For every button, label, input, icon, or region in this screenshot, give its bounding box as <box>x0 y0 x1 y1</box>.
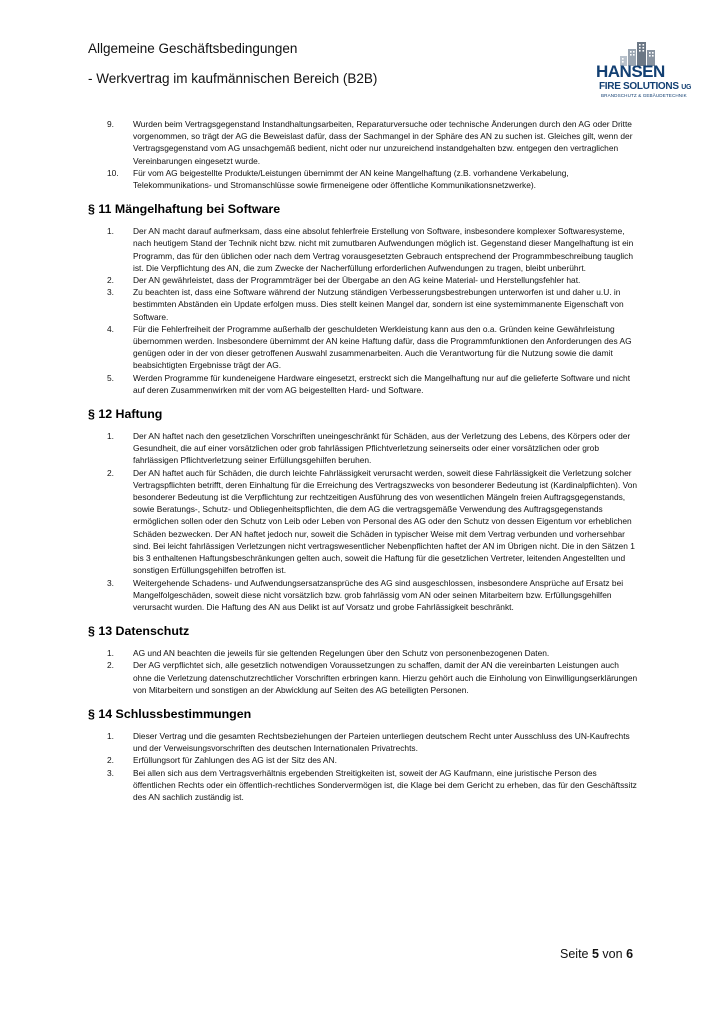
list-item-number: 9. <box>107 119 114 129</box>
list-item <box>88 659 638 696</box>
list-item <box>88 323 638 372</box>
section-list <box>88 225 638 396</box>
list-item-number: 3. <box>107 577 114 588</box>
list-item <box>88 730 638 754</box>
list-item <box>88 577 638 614</box>
section-list <box>88 730 638 803</box>
list-item-number: 1. <box>107 648 114 659</box>
list-item <box>88 467 638 577</box>
list-item <box>88 274 638 286</box>
list-item <box>88 372 638 396</box>
document-body <box>88 118 638 803</box>
list-item-text: Für vom AG beigestellte Produkte/Leistungen übernimmt der AN keine Mangelhaftung (z.B. vorhandene Verkabelung, Telekommunikations- und Stromanschlüsse sowie firmeneigene oder öffentliche Kommunikationsnetzwerke). <box>133 167 569 191</box>
list-item-text: Wurden beim Vertragsgegenstand Instandhaltungsarbeiten, Reparaturversuche oder technische Änderungen durch den AG oder Dritte vorgenommen, so trägt der AG die Beweislast dafür, dass der Sachmangel in der Sphäre des AN zu suchen ist. Gleiches gilt, wenn der Vertragsgegenstand vom AG unsachgemäß bedient, nicht oder nur unzureichend instandgehalten bzw. entgegen den vertraglichen Vereinbarungen eingesetzt wurde. <box>133 119 633 166</box>
list-item <box>88 430 638 467</box>
list-item-text: AG und AN beachten die jeweils für sie geltenden Regelungen über den Schutz von personenbezogenen Daten. <box>133 648 550 659</box>
list-item-number: 4. <box>107 323 114 334</box>
list-item-number: 1. <box>107 431 114 442</box>
list-item <box>88 167 638 191</box>
list-item-text: Werden Programme für kundeneigene Hardware eingesetzt, erstreckt sich die Mangelhaftung nur auf die gelieferte Software und nicht auf deren Zusammenwirken mit der vom AG beigestellten Hard- und Software. <box>133 372 631 395</box>
section-list <box>88 430 638 613</box>
list-item-number: 1. <box>107 730 114 741</box>
list-item-text: Für die Fehlerfreiheit der Programme außerhalb der geschuldeten Werkleistung kann aus den o.a. Gründen keine Gewährleistung übernommen werden. Insbesondere übernimmt der AN keine Haftung dafür, dass die Programmfunktionen den Anforderungen des AG genügen oder in der von dieser getroffenen Auswahl zusammenarbeiten. Auch die Verantwortung für die Nutzung sowie die damit beabsichtigten Ergebnisse trägt der AG. <box>133 323 632 371</box>
intro-list <box>88 118 638 191</box>
list-item-text: Dieser Vertrag und die gesamten Rechtsbeziehungen der Parteien unterliegen deutschem Recht unter Ausschluss des UN-Kaufrechts und der Verweisungsvorschriften des deutschen Internationalen Privatrechts. <box>133 730 630 754</box>
section-heading: § 11 Mängelhaftung bei Software <box>88 202 281 217</box>
list-item-number: 3. <box>107 287 114 298</box>
list-item-text: Der AG verpflichtet sich, alle gesetzlich notwendigen Voraussetzungen zu schaffen, damit der AN die vereinbarten Leistungen auch ohne die Verletzung datenschutzrechtlicher Vorschriften erbringen kann. Hierzu gehört auch die Einholung von Einwilligungserklärungen von Mitarbeitern und sonstigen an der Abwicklung auf Seiten des AG beteiligten Personen. <box>133 660 638 695</box>
section-heading: § 14 Schlussbestimmungen <box>88 706 252 721</box>
list-item-number: 10. <box>107 167 119 178</box>
page-number: Seite 5 von 6 <box>560 947 634 961</box>
document-subtitle: - Werkvertrag im kaufmännischen Bereich (B2B) <box>88 71 378 86</box>
list-item <box>88 647 638 659</box>
list-item-text: Zu beachten ist, dass eine Software während der Nutzung ständigen Verbesserungsbestrebungen unterworfen ist und daher u.U. in bestimmten Abständen ein Update erfolgen muss. Dies stellt keinen Mangel dar, sondern ist eine systemimmanente Eigenschaft von Software. <box>133 287 624 322</box>
list-item-number: 2. <box>107 755 114 766</box>
document-title: Allgemeine Geschäftsbedingungen <box>88 41 298 56</box>
logo-wordmark: HANSEN <box>596 62 665 81</box>
list-item-text: Der AN haftet nach den gesetzlichen Vorschriften uneingeschränkt für Schäden, aus der Verletzung des Lebens, des Körpers oder der Gesundheit, die auf einer vorsätzlichen oder grob fahrlässigen Pflichtverletzung seinerseits oder einer vorsätzlichen oder grob fahrlässigen Pflichtverletzung seiner Erfüllungsgehilfen beruhen. <box>133 431 631 466</box>
section-list <box>88 647 638 696</box>
section-heading: § 12 Haftung <box>88 407 163 422</box>
list-item <box>88 118 638 167</box>
list-item-text: Der AN gewährleistet, dass der Programmträger bei der Übergabe an den AG keine Material- und Herstellungsfehler hat. <box>133 275 581 286</box>
list-item-number: 5. <box>107 372 114 383</box>
list-item-number: 1. <box>107 226 114 237</box>
list-item <box>88 767 638 804</box>
list-item-number: 2. <box>107 660 114 671</box>
list-item-number: 2. <box>107 467 114 478</box>
list-item-text: Erfüllungsort für Zahlungen des AG ist der Sitz des AN. <box>133 755 337 766</box>
list-item <box>88 286 638 323</box>
logo-tagline: FIRE SOLUTIONS UG <box>599 81 692 92</box>
list-item-text: Der AN haftet auch für Schäden, die durch leichte Fahrlässigkeit verursacht werden, soweit diese Fahrlässigkeit die Verletzung solcher Vertragspflichten betrifft, deren Einhaltung für die Erreichung des Vertragszwecks von besonderer Bedeutung ist (Kardinalpflichten). Von besonderer Bedeutung ist die Verpflichtung zur rechtzeitigen Ausführung des von wesentlichen Mängeln freien Auftragsgegenstands, sowie Beratungs-, Schutz- und Obliegenheitspflichten, die dem AG die vertragsgemäße Verwendung des Auftragsgegenstands ermöglichen sollen oder den Schutz von Leib oder Leben von Personal des AG oder den Schutz von dessen Eigentum vor erheblichen Schäden bezwecken. Der AN haftet jedoch nur, soweit die Schäden in typischer Weise mit dem Vertrag verbunden und vorhersehbar sind. Bei leicht fahrlässigen Verletzungen nicht vertragswesentlicher Nebenpflichten haftet der AN im Übrigen nicht. Die in den Sätzen 1 bis 3 enthaltenen Haftungsbeschränkungen gelten auch, soweit die Haftung für die gesetzlichen Vertreter, leitenden Angestellten und sonstigen Erfüllungsgehilfen betroffen ist. <box>133 467 638 576</box>
list-item <box>88 225 638 274</box>
list-item-number: 3. <box>107 767 114 778</box>
list-item-text: Bei allen sich aus dem Vertragsverhältnis ergebenden Streitigkeiten ist, soweit der AG Kaufmann, eine juristische Person des öffentlichen Rechts oder ein öffentlich-rechtliches Sondervermögen ist, die Klage bei dem Gericht zu erheben, das für den Geschäftssitz des AN sachlich zuständig ist. <box>133 767 637 802</box>
list-item-text: Weitergehende Schadens- und Aufwendungsersatzansprüche des AG sind ausgeschlossen, insbesondere Ansprüche auf Ersatz bei Mangelfolgeschäden, soweit diese nicht vorsätzlich bzw. grob fahrlässig vom AN oder seinen Mitarbeitern bzw. Erfüllungsgehilfen verursacht wurden. Die Haftung des AN aus Delikt ist auf Vorsatz und grobe Fahrlässigkeit beschränkt. <box>133 577 624 612</box>
list-item-text: Der AN macht darauf aufmerksam, dass eine absolut fehlerfreie Erstellung von Software, insbesondere komplexer Softwaresysteme, nach heutigem Stand der Technik nicht bzw. nicht mit zumutbaren Aufwendungen möglich ist. Gegenstand dieser Mangelhaftung ist ein Programm, das für den üblichen oder nach dem Vertrag vorausgesetzten Gebrauch entsprechend der Programmbeschreibung tauglich ist. Die Verpflichtung des AN, die zum Zwecke der Nacherfüllung erforderlichen Aufwendungen zu tragen, bleibt unberührt. <box>133 226 634 273</box>
list-item <box>88 754 638 766</box>
list-item-number: 2. <box>107 275 114 286</box>
logo-subline: BRANDSCHUTZ & GEBÄUDETECHNIK <box>601 93 687 98</box>
company-logo <box>578 40 692 112</box>
section-heading: § 13 Datenschutz <box>88 624 190 639</box>
